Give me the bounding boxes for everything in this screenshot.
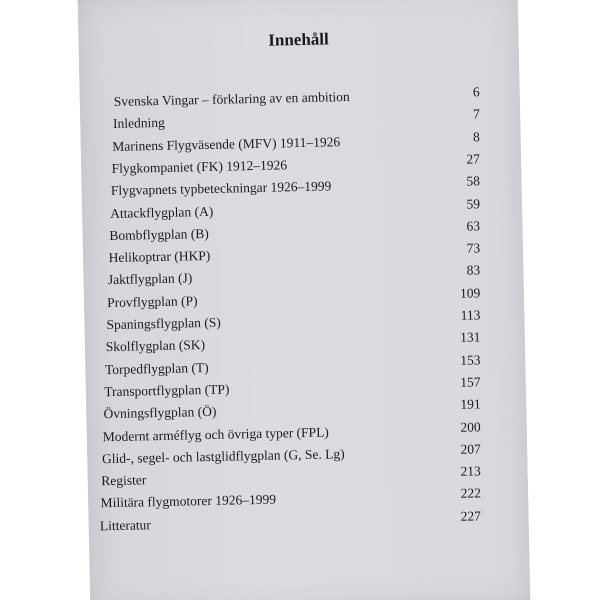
- toc-entry-label: Skolflygplan (SK): [105, 337, 206, 355]
- toc-entry-page: 58: [466, 173, 481, 189]
- toc-entry-label: Svenska Vingar – förklaring av en ambition: [113, 89, 350, 109]
- toc-entry-page: 6: [472, 84, 480, 100]
- table-of-contents: [78, 0, 531, 600]
- toc-entry-label: Militära flygmotorer 1926–1999: [100, 492, 277, 511]
- toc-entry-label: Register: [101, 472, 147, 489]
- toc-entry-page: 7: [472, 106, 480, 122]
- toc-entry-label: Bombflygplan (B): [109, 225, 209, 243]
- toc-entry-label: Spaningsflygplan (S): [106, 314, 221, 333]
- toc-entry-label: Litteratur: [99, 516, 151, 534]
- toc-entry-page: 207: [460, 441, 481, 457]
- toc-entry-label: Modernt arméflyg och övriga typer (FPL): [102, 424, 329, 444]
- toc-entry-page: 213: [460, 463, 481, 479]
- toc-entry-page: 131: [460, 329, 481, 346]
- toc-entry-page: 200: [460, 418, 481, 435]
- toc-entry-page: 157: [460, 374, 481, 390]
- book-page: [78, 0, 531, 600]
- toc-entry-page: 153: [460, 351, 481, 368]
- toc-entry-label: Helikoptrar (HKP): [108, 248, 211, 266]
- toc-entry-page: 27: [466, 151, 481, 167]
- toc-entry-label: Inledning: [112, 115, 165, 132]
- toc-entry-page: 227: [460, 508, 482, 524]
- toc-entry-label: Attackflygplan (A): [109, 203, 214, 221]
- toc-entry-page: 113: [460, 307, 481, 323]
- toc-entry-label: Övningsflygplan (Ö): [103, 404, 217, 422]
- toc-entry-page: 222: [460, 485, 482, 502]
- toc-entry-label: Provflygplan (P): [107, 292, 198, 310]
- toc-entry-label: Torpedflygplan (T): [104, 359, 209, 377]
- toc-entry-page: 63: [466, 218, 481, 234]
- toc-entry-page: 8: [472, 128, 480, 145]
- toc-entry-page: 59: [466, 195, 481, 212]
- toc-entry-label: Flygkompaniet (FK) 1912–1926: [111, 157, 288, 176]
- toc-entry-label: Jaktflygplan (J): [107, 270, 193, 288]
- toc-entry-page: 109: [459, 284, 481, 301]
- toc-entry-label: Flygvapnets typbeteckningar 1926–1999: [110, 178, 332, 199]
- toc-entry-label: Marinens Flygväsende (MFV) 1911–1926: [112, 133, 341, 154]
- toc-entry-label: Glid-, segel- och lastglidflygplan (G, Se. Lg): [101, 445, 345, 467]
- toc-entry-label: Transportflygplan (TP): [104, 381, 230, 400]
- page-title: Innehåll: [268, 29, 329, 50]
- toc-entry-page: 191: [460, 396, 481, 412]
- toc-entry-page: 83: [466, 262, 481, 278]
- toc-entry-page: 73: [466, 240, 481, 256]
